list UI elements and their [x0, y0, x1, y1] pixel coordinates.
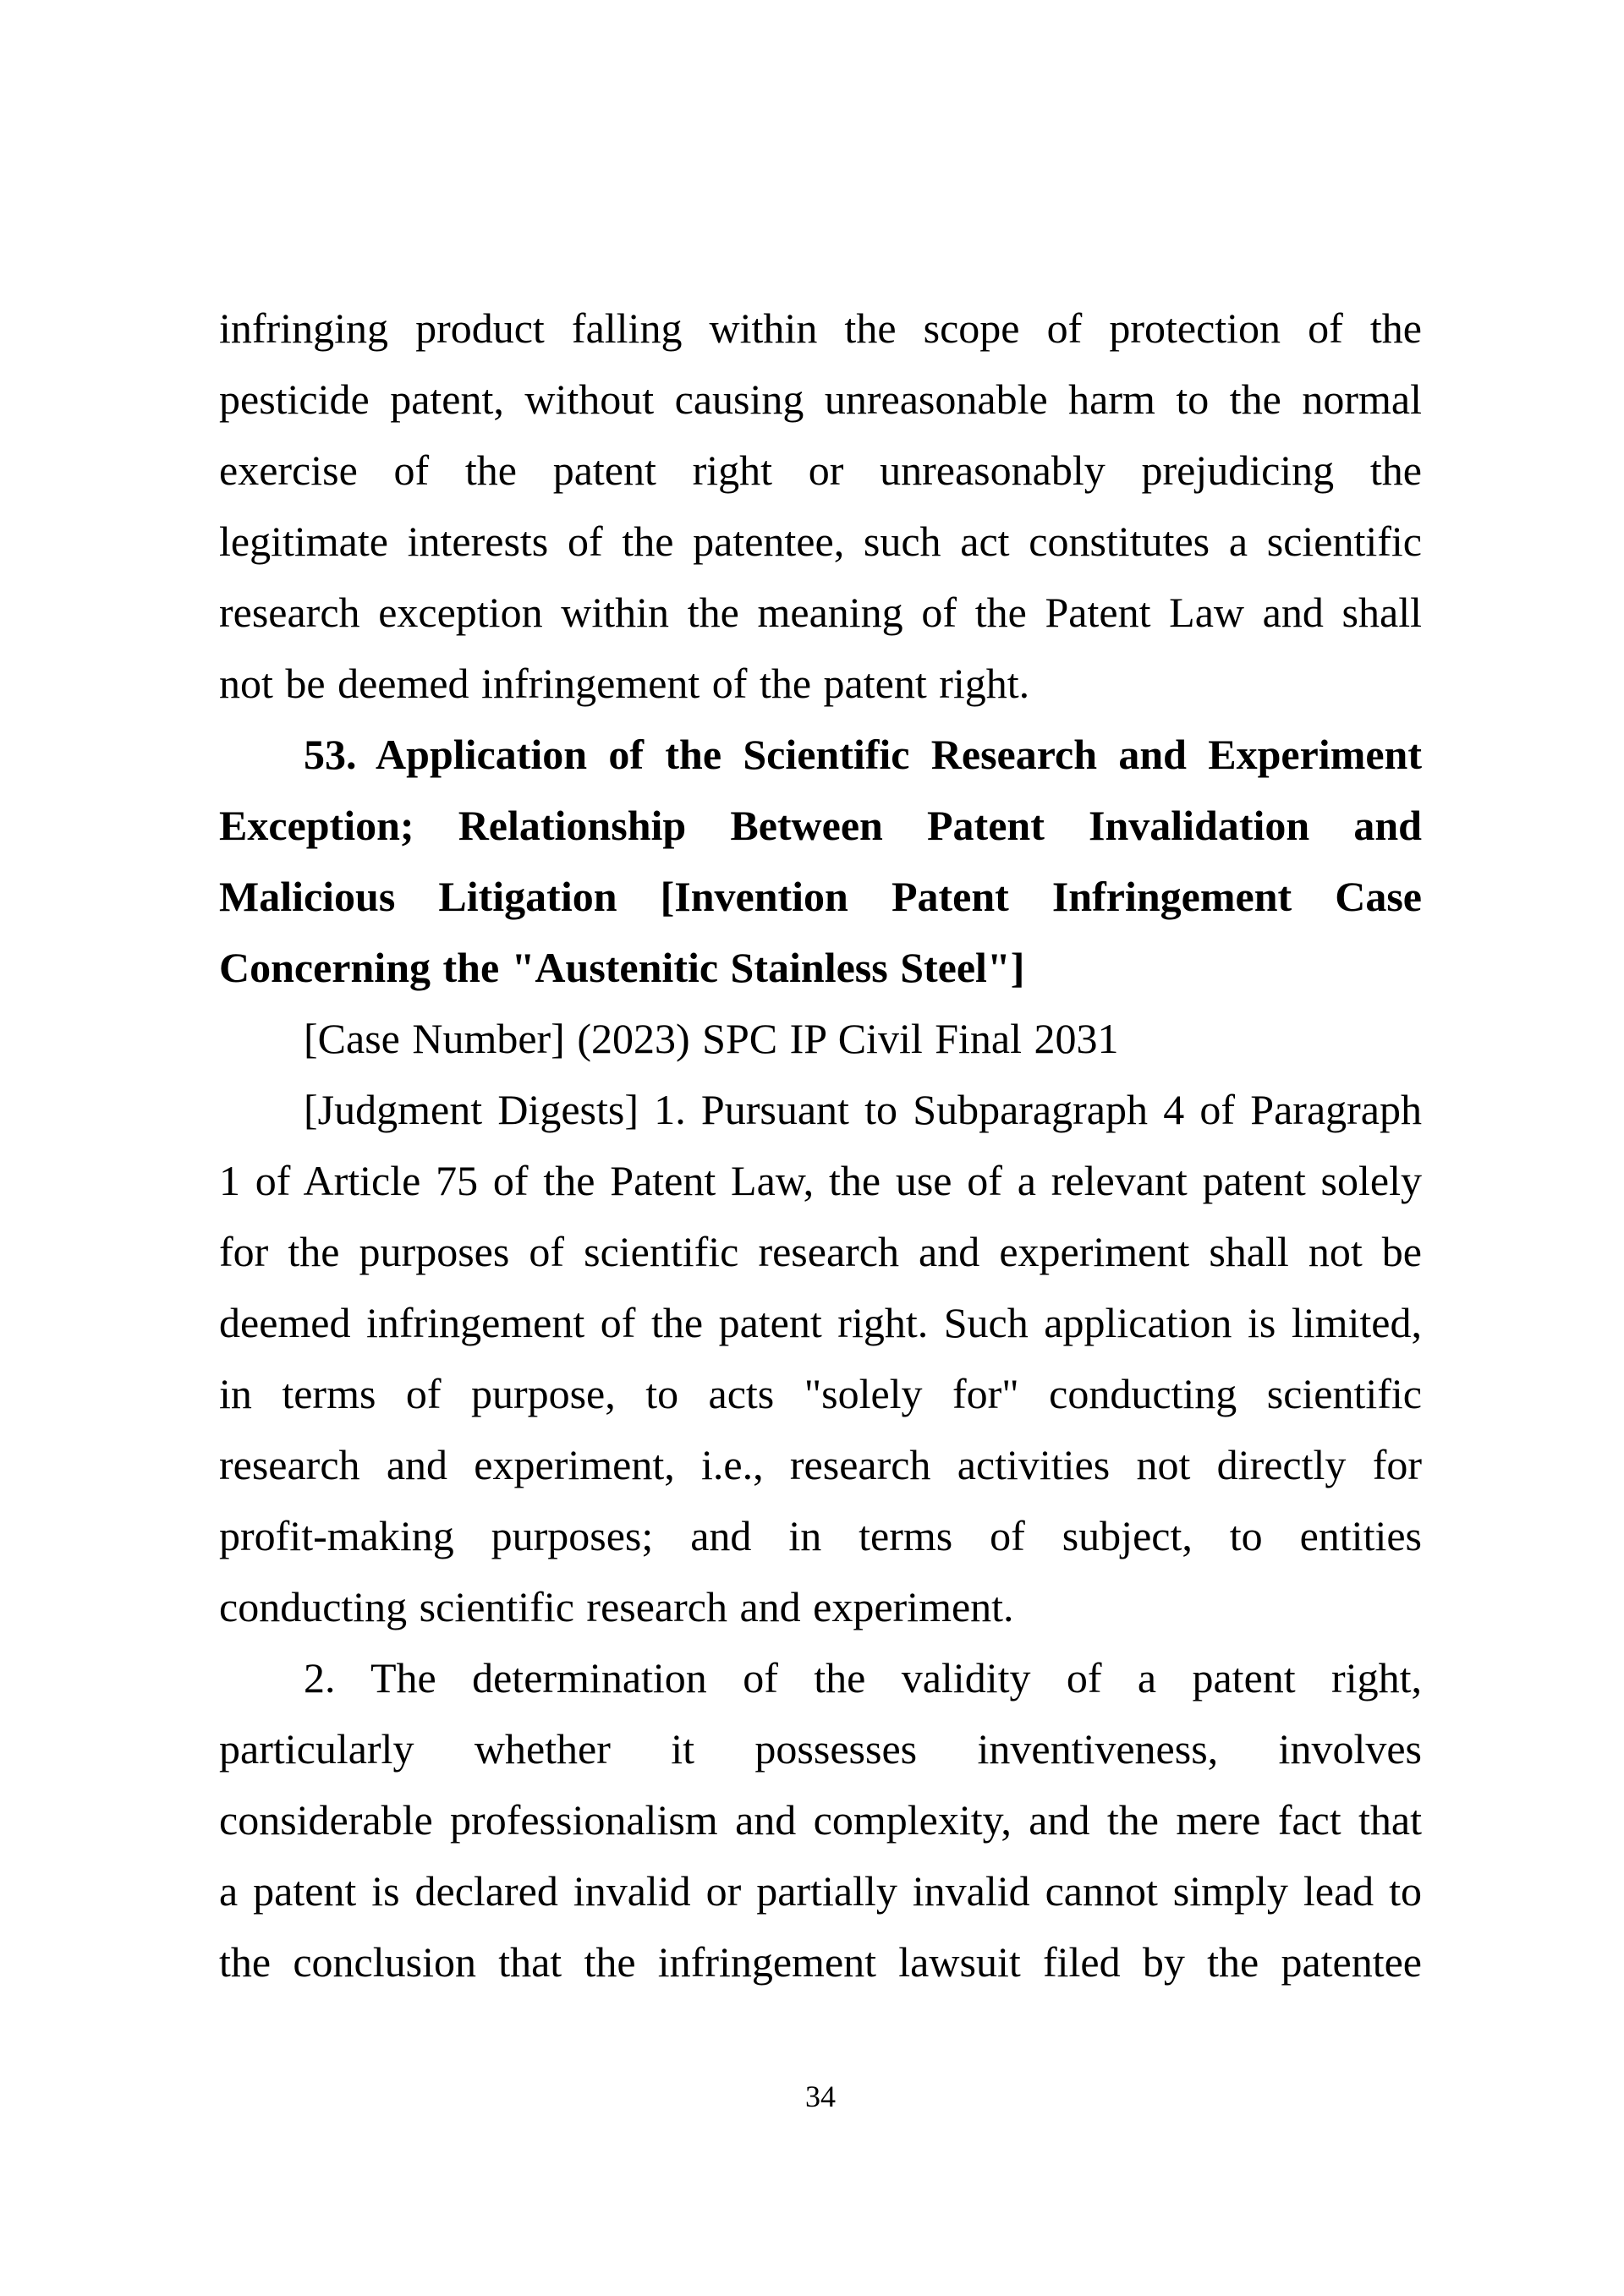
text-line: considerable professionalism and complexity, and the mere fact that — [219, 1796, 1422, 1844]
document-text — [219, 293, 1422, 1997]
text-line: research exception within the meaning of the Patent Law and shall — [219, 589, 1422, 636]
body-paragraph — [219, 293, 1422, 719]
text-line: 2. The determination of the validity of a patent right, — [304, 1654, 1422, 1701]
text-line: Malicious Litigation [Invention Patent Infringement Case — [219, 873, 1422, 920]
text-line: [Case Number] (2023) SPC IP Civil Final 2031 — [304, 1015, 1119, 1062]
text-line: 53. Application of the Scientific Research and Experiment — [304, 731, 1422, 778]
text-line: Exception; Relationship Between Patent Invalidation and — [219, 802, 1422, 849]
text-line: in terms of purpose, to acts "solely for" conducting scientific — [219, 1370, 1422, 1417]
text-line: 1 of Article 75 of the Patent Law, the use of a relevant patent solely — [219, 1157, 1422, 1204]
heading-paragraph — [219, 719, 1422, 1003]
text-line: conducting scientific research and experiment. — [219, 1583, 1014, 1630]
text-line: deemed infringement of the patent right. Such application is limited, — [219, 1299, 1422, 1346]
body-paragraph — [219, 1642, 1422, 1997]
text-line: Concerning the "Austenitic Stainless Steel"] — [219, 944, 1025, 991]
text-line: a patent is declared invalid or partially invalid cannot simply lead to — [219, 1867, 1422, 1915]
page-number: 34 — [805, 2080, 836, 2113]
text-line: pesticide patent, without causing unreasonable harm to the normal — [219, 375, 1422, 423]
text-line: profit-making purposes; and in terms of subject, to entities — [219, 1512, 1422, 1559]
text-line: not be deemed infringement of the patent right. — [219, 660, 1030, 707]
text-line: the conclusion that the infringement lawsuit filed by the patentee — [219, 1938, 1422, 1986]
text-line: [Judgment Digests] 1. Pursuant to Subparagraph 4 of Paragraph — [304, 1086, 1422, 1133]
body-paragraph — [219, 1074, 1422, 1642]
text-line: exercise of the patent right or unreasonably prejudicing the — [219, 447, 1422, 494]
body-paragraph — [219, 1003, 1422, 1074]
text-line: for the purposes of scientific research and experiment shall not be — [219, 1228, 1422, 1275]
text-line: infringing product falling within the scope of protection of the — [219, 304, 1422, 352]
text-line: research and experiment, i.e., research activities not directly for — [219, 1441, 1422, 1488]
text-line: particularly whether it possesses inventiveness, involves — [219, 1725, 1422, 1773]
text-line: legitimate interests of the patentee, such act constitutes a scientific — [219, 518, 1422, 565]
